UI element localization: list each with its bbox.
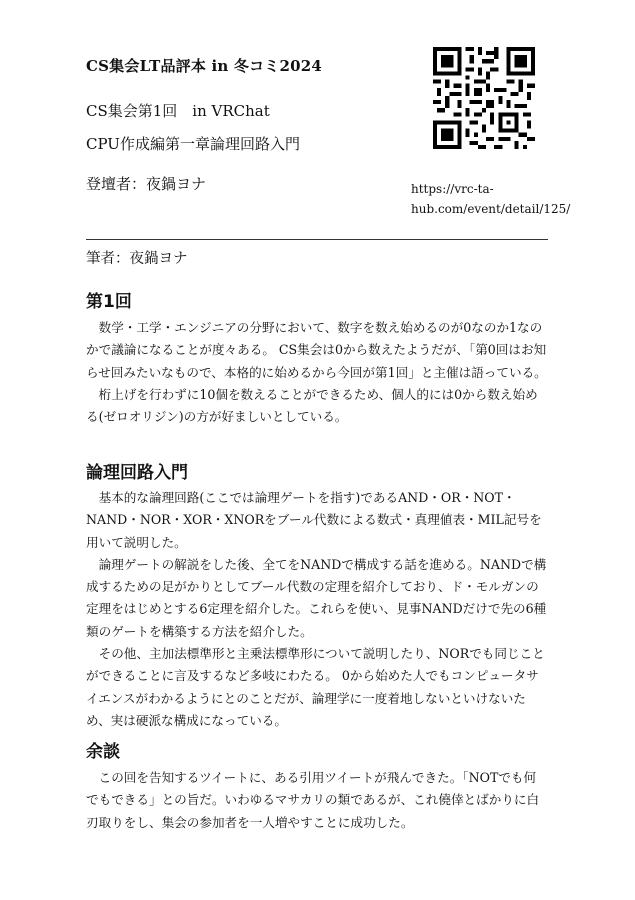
section-body-2 — [86, 487, 548, 732]
event-url-line-2: hub.com/event/detail/125/ — [411, 202, 571, 216]
event-url — [411, 179, 591, 219]
author-name: 筆者：夜鍋ヨナ — [86, 251, 188, 267]
paragraph: 論理ゲートの解説をした後、全てをNANDで構成する話を進める。NANDで構成するための足がかりとしてブール代数の定理を紹介しており、ド・モルガンの定理をはじめとする6定理を紹介した。これらを使い、見事NANDだけで先の6種類のゲートを構築する方法を紹介した。 — [86, 556, 547, 639]
qr-code-icon — [433, 47, 535, 149]
speaker-name: 登壇者：夜鍋ヨナ — [86, 175, 207, 193]
event-name: CS集会第1回 in VRChat — [86, 102, 270, 120]
event-url-line-1: https://vrc-ta- — [411, 182, 494, 196]
paragraph: 基本的な論理回路(ここでは論理ゲートを指す)であるAND・OR・NOT・NAND・NOR・XOR・XNORをブール代数による数式・真理値表・MIL記号を用いて説明した。 — [86, 490, 542, 550]
section-heading-1: 第1回 — [86, 292, 132, 312]
paragraph: この回を告知するツイートに、ある引用ツイートが飛んできた。「NOTでも何でもできる」との旨だ。いわゆるマサカリの類であるが、これ僥倖とばかりに白刃取りをし、集会の参加者を一人増やすことに成功した。 — [86, 770, 540, 830]
section-body-1 — [86, 317, 548, 428]
talk-title: CPU作成編第一章論理回路入門 — [86, 135, 300, 153]
book-title: CS集会LT品評本 in 冬コミ2024 — [86, 57, 323, 75]
header-divider — [86, 239, 548, 240]
section-heading-2: 論理回路入門 — [86, 463, 188, 483]
paragraph: 数学・工学・エンジニアの分野において、数字を数え始めるのが0なのか1なのかで議論になることが度々ある。 CS集会は0から数えたようだが、「第0回はお知らせ回みたいなもので、本格的に始めるから今回が第1回」と主催は語っている。 — [86, 320, 547, 380]
paragraph: 桁上げを行わずに10個を数えることができるため、個人的には0から数え始める(ゼロオリジン)の方が好ましいとしている。 — [86, 386, 538, 425]
section-heading-3: 余談 — [86, 742, 120, 762]
paragraph: その他、主加法標準形と主乗法標準形について説明したり、NORでも同じことができることに言及するなど多岐にわたる。 0から始めた人でもコンピュータサイエンスがわかるようにとのことだが、論理学に一度着地しないといけないため、実は硬派な構成になっている。 — [86, 646, 545, 728]
section-body-3 — [86, 767, 548, 834]
